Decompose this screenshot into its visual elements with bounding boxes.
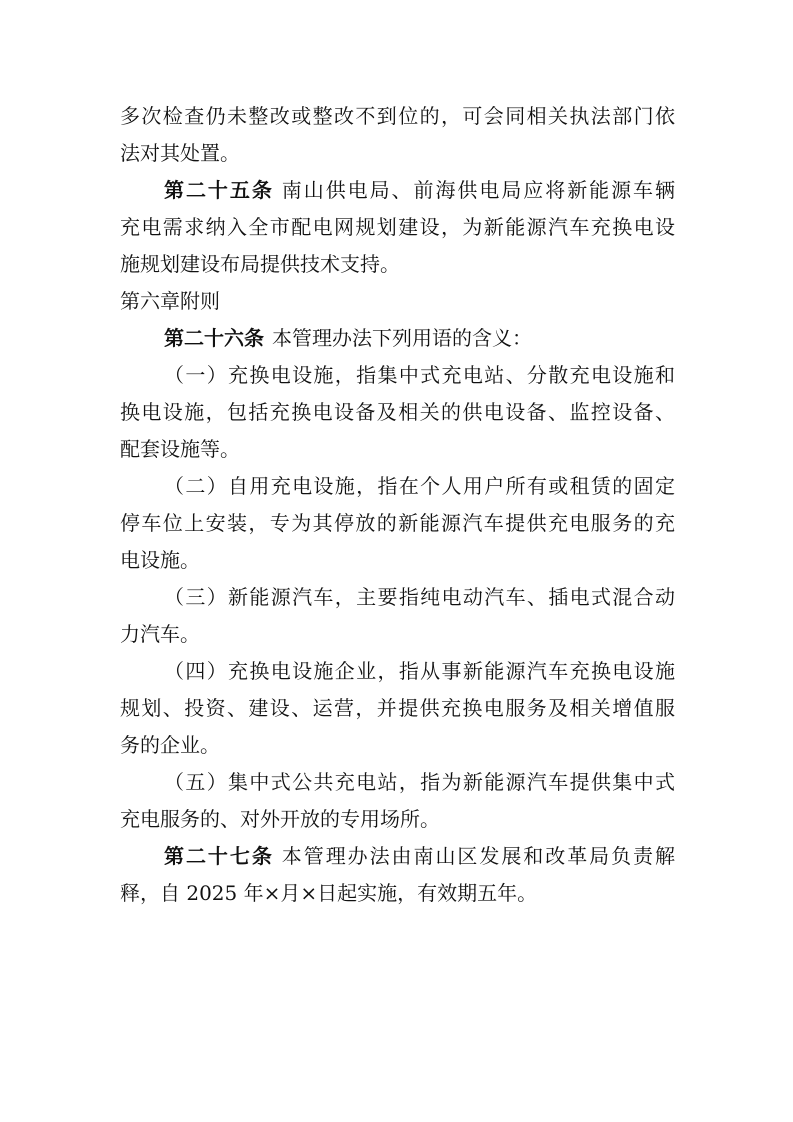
text-line: 充电需求纳入全市配电网规划建设，为新能源汽车充换电设 [120, 215, 675, 239]
text-line: （一）充换电设施，指集中式充电站、分散充电设施和 [164, 363, 675, 387]
text-line: 施规划建设布局提供技术支持。 [120, 252, 400, 276]
text-line: 停车位上安装，专为其停放的新能源汽车提供充电服务的充 [120, 511, 675, 535]
text-line: （二）自用充电设施，指在个人用户所有或租赁的固定 [164, 474, 675, 498]
text-line: 法对其处置。 [120, 141, 240, 165]
article-label: 第二十七条 [164, 844, 274, 868]
text-line: 释，自 2025 年×月×日起实施，有效期五年。 [120, 881, 538, 905]
article-27-line [120, 838, 675, 875]
article-text: 本管理办法由南山区发展和改革局负责解 [281, 844, 676, 868]
article-label: 第二十六条 [164, 326, 264, 350]
article-text: 本管理办法下列用语的含义： [272, 326, 532, 350]
article-text: 南山供电局、前海供电局应将新能源车辆 [281, 178, 676, 202]
article-label: 第二十五条 [164, 178, 274, 202]
article-25-line [120, 172, 675, 209]
text-line: 电设施。 [120, 548, 200, 572]
text-line: （五）集中式公共充电站，指为新能源汽车提供集中式 [164, 770, 675, 794]
document-page [120, 98, 675, 912]
text-line: （三）新能源汽车，主要指纯电动汽车、插电式混合动 [164, 585, 675, 609]
text-line: 多次检查仍未整改或整改不到位的，可会同相关执法部门依 [120, 104, 675, 128]
text-line: 配套设施等。 [120, 437, 240, 461]
text-line: 充电服务的、对外开放的专用场所。 [120, 807, 440, 831]
text-line: 力汽车。 [120, 622, 200, 646]
chapter-heading: 第六章附则 [120, 289, 220, 313]
text-line: （四）充换电设施企业，指从事新能源汽车充换电设施 [164, 659, 675, 683]
text-line: 务的企业。 [120, 733, 220, 757]
text-line: 换电设施，包括充换电设备及相关的供电设备、监控设备、 [120, 400, 675, 424]
text-line: 规划、投资、建设、运营，并提供充换电服务及相关增值服 [120, 696, 675, 720]
article-26-line [120, 320, 675, 357]
